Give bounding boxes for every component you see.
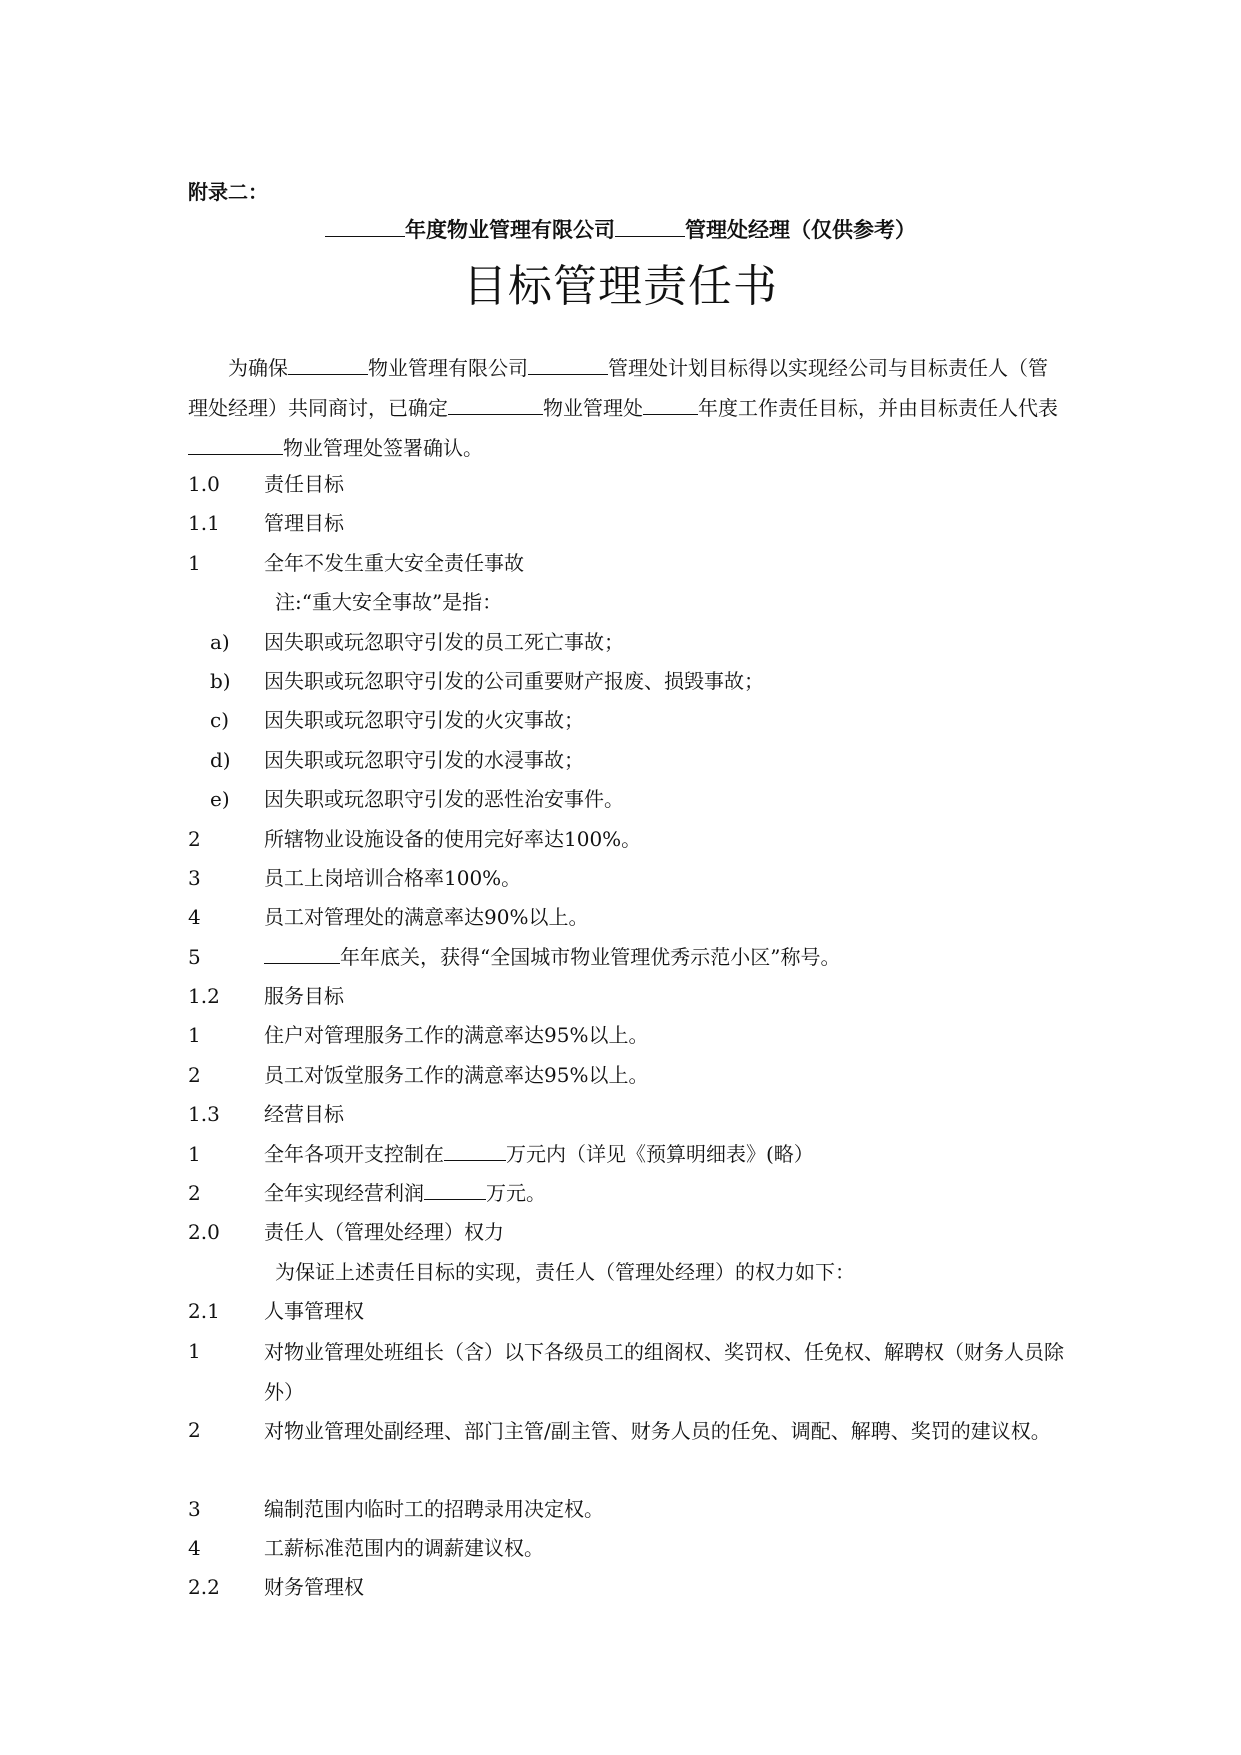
clause-row (188, 780, 1068, 819)
clause-text (264, 1213, 504, 1252)
clause-row (188, 701, 1068, 740)
clause-text-part: 注:“重大安全事故”是指： (275, 590, 503, 615)
clause-text (264, 1174, 546, 1213)
subtitle-part-1: 年度物业管理有限公司 (405, 218, 615, 242)
clause-text (264, 938, 840, 977)
clause-text (264, 1095, 344, 1134)
blank-line (325, 214, 405, 237)
blank-line (643, 392, 698, 415)
clause-row (188, 1529, 1068, 1568)
intro-paragraph (188, 348, 1058, 468)
blank-line (444, 1138, 506, 1161)
intro-text-3: 管理处计划目标得以实现经公司与目标责任人（管理处经理）共同商讨，已确定 (188, 356, 1048, 420)
clause-text-part: 因失职或玩忽职守引发的火灾事故； (264, 708, 584, 733)
clause-text (264, 820, 641, 859)
clause-number: b) (210, 668, 231, 693)
clause-row (188, 504, 1068, 543)
blank-line (448, 392, 543, 415)
clause-row (188, 1135, 1068, 1174)
clause-row (188, 1174, 1068, 1213)
clause-text (264, 465, 344, 504)
clause-number: a) (210, 629, 230, 654)
clause-number: 3 (188, 1496, 201, 1521)
intro-text-2: 物业管理有限公司 (368, 356, 528, 380)
clause-number: 1 (188, 1141, 201, 1166)
clause-text-part: 全年不发生重大安全责任事故 (264, 550, 524, 575)
intro-text-1: 为确保 (228, 356, 288, 380)
clause-text (264, 977, 344, 1016)
blank-line (615, 214, 685, 237)
clause-text-part: 因失职或玩忽职守引发的水浸事故； (264, 747, 584, 772)
clause-row (188, 583, 1068, 622)
clause-text-part: 因失职或玩忽职守引发的员工死亡事故； (264, 629, 624, 654)
clause-number: 1 (188, 550, 201, 575)
clause-number: 2.2 (188, 1575, 220, 1600)
intro-text-5: 年度工作责任目标，并由目标责任人代表 (698, 396, 1058, 420)
clause-text (264, 741, 584, 780)
clause-row (188, 741, 1068, 780)
document-subtitle (0, 214, 1241, 244)
clause-text (264, 1135, 814, 1174)
clause-number: 1.2 (188, 984, 220, 1009)
subtitle-part-2: 管理处经理（仅供参考） (685, 218, 916, 242)
clause-text-part: 住户对管理服务工作的满意率达95%以上。 (264, 1023, 649, 1048)
clause-number: 1 (188, 1023, 201, 1048)
intro-text-6: 物业管理处签署确认。 (283, 436, 483, 460)
clause-text (264, 1292, 364, 1331)
clause-text (264, 1490, 604, 1529)
clause-number: 1.0 (188, 472, 220, 496)
clause-row (188, 1095, 1068, 1134)
clause-text-part: 责任目标 (264, 472, 344, 496)
clause-row (188, 1213, 1068, 1252)
clause-row (188, 465, 1068, 504)
blank-line (424, 1177, 486, 1200)
clause-text-part: 万元。 (486, 1181, 546, 1206)
clause-text-part: 编制范围内临时工的招聘录用决定权。 (264, 1496, 604, 1521)
blank-line (528, 352, 608, 375)
clause-row (188, 938, 1068, 977)
clause-row (188, 1332, 1068, 1411)
clause-text-part: 人事管理权 (264, 1299, 364, 1324)
clause-text-part: 工薪标准范围内的调薪建议权。 (264, 1535, 544, 1560)
document-title: 目标管理责任书 (463, 261, 778, 312)
clause-text-part: 万元内（详见《预算明细表》(略） (506, 1141, 814, 1166)
clause-text-part: 员工上岗培训合格率100%。 (264, 865, 522, 890)
clause-number: 2 (188, 1062, 201, 1087)
clause-number: 4 (188, 1535, 201, 1560)
appendix-label: 附录二： (188, 180, 268, 204)
clause-row (188, 1253, 1068, 1292)
clause-text-part: 员工对管理处的满意率达90%以上。 (264, 905, 589, 930)
clause-text (264, 1056, 648, 1095)
clause-text-part: 全年实现经营利润 (264, 1181, 424, 1206)
clause-number: 1.1 (188, 511, 220, 536)
clause-row (188, 898, 1068, 937)
clause-list (188, 465, 1068, 1608)
clause-number: c) (210, 708, 230, 733)
clause-number: d) (210, 747, 231, 772)
clause-text-part: 全年各项开支控制在 (264, 1141, 444, 1166)
clause-text (264, 1411, 1064, 1451)
clause-text-part: 所辖物业设施设备的使用完好率达100%。 (264, 826, 642, 851)
clause-text-part: 为保证上述责任目标的实现，责任人（管理处经理）的权力如下： (275, 1259, 855, 1284)
clause-text-part: 经营目标 (264, 1102, 344, 1127)
clause-text (275, 1253, 855, 1292)
clause-text (264, 1529, 544, 1568)
clause-row (188, 623, 1068, 662)
clause-text-part: 财务管理权 (264, 1575, 364, 1600)
clause-text-part: 对物业管理处班组长（含）以下各级员工的组阁权、奖罚权、任免权、解聘权（财务人员除外） (264, 1339, 1064, 1404)
clause-text (264, 504, 344, 543)
clause-row (188, 977, 1068, 1016)
clause-text (264, 544, 524, 583)
clause-row (188, 1411, 1068, 1490)
clause-text-part: 责任人（管理处经理）权力 (264, 1220, 504, 1245)
clause-text-part: 对物业管理处副经理、部门主管/副主管、财务人员的任免、调配、解聘、奖罚的建议权。 (264, 1418, 1051, 1443)
clause-number: e) (210, 787, 230, 812)
clause-text-part: 年年底关，获得“全国城市物业管理优秀示范小区”称号。 (340, 944, 841, 969)
clause-number: 2 (188, 826, 201, 851)
clause-text-part: 管理目标 (264, 511, 344, 536)
clause-number: 2 (188, 1181, 201, 1206)
blank-line (264, 941, 340, 964)
clause-number: 2.0 (188, 1220, 220, 1245)
clause-number: 4 (188, 905, 201, 930)
clause-number: 1.3 (188, 1102, 220, 1127)
clause-number: 3 (188, 865, 201, 890)
blank-line (188, 432, 283, 455)
clause-text (264, 701, 584, 740)
intro-text-4: 物业管理处 (543, 396, 643, 420)
blank-line (288, 352, 368, 375)
clause-text (264, 898, 588, 937)
clause-row (188, 1056, 1068, 1095)
clause-row (188, 859, 1068, 898)
clause-row (188, 1292, 1068, 1331)
clause-text (275, 583, 502, 622)
clause-text (264, 623, 624, 662)
clause-number: 1 (188, 1338, 201, 1363)
clause-text-part: 服务目标 (264, 984, 344, 1009)
clause-number: 2 (188, 1417, 201, 1442)
clause-text-part: 因失职或玩忽职守引发的公司重要财产报废、损毁事故； (264, 668, 764, 693)
clause-row (188, 544, 1068, 583)
clause-text-part: 因失职或玩忽职守引发的恶性治安事件。 (264, 787, 624, 812)
clause-row (188, 1490, 1068, 1529)
clause-text (264, 780, 624, 819)
clause-number: 5 (188, 944, 201, 969)
clause-text (264, 1016, 648, 1055)
clause-row (188, 820, 1068, 859)
clause-row (188, 1016, 1068, 1055)
clause-row (188, 1568, 1068, 1607)
clause-number: 2.1 (188, 1299, 220, 1324)
clause-text (264, 859, 521, 898)
clause-text-part: 员工对饭堂服务工作的满意率达95%以上。 (264, 1062, 649, 1087)
clause-text (264, 1568, 364, 1607)
clause-text (264, 1332, 1064, 1412)
clause-row (188, 662, 1068, 701)
clause-text (264, 662, 764, 701)
